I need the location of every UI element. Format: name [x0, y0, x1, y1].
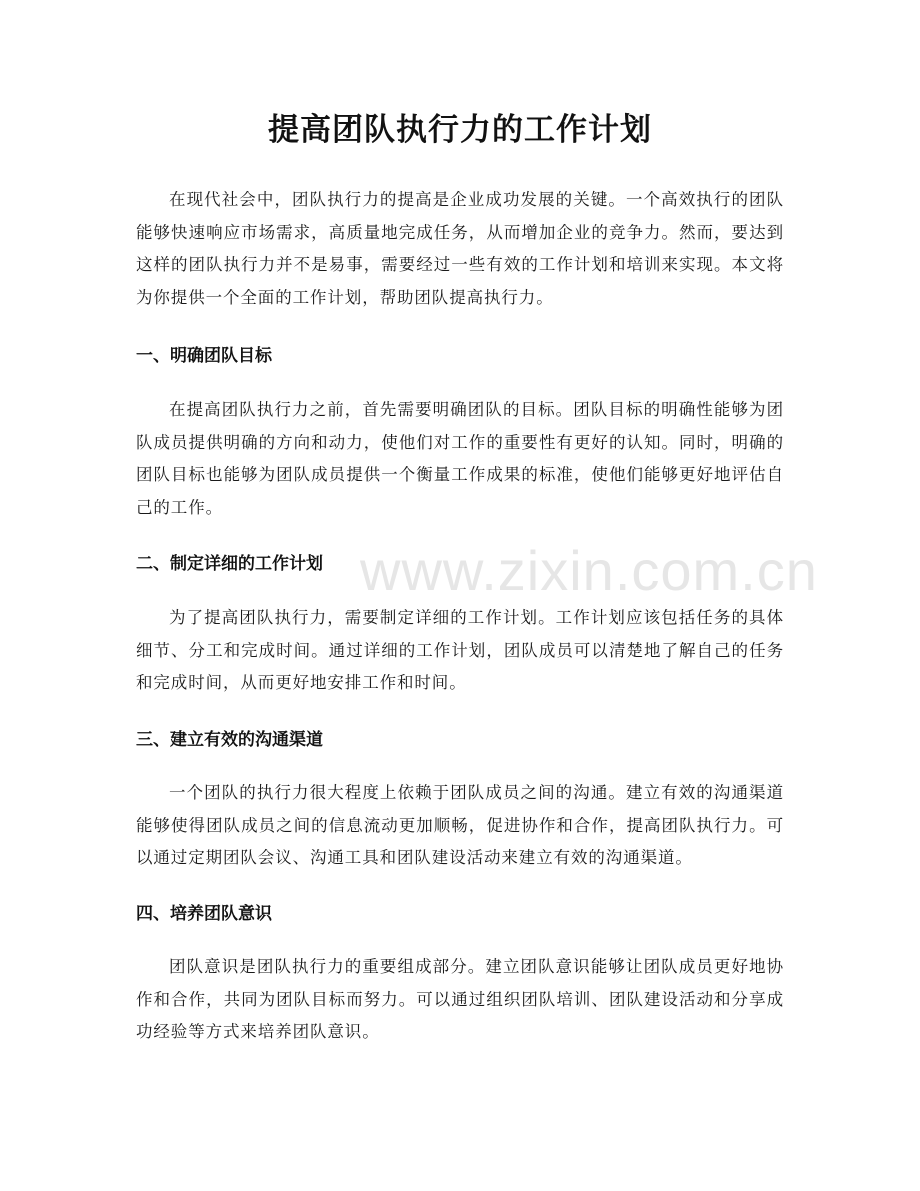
section-heading-3: 三、建立有效的沟通渠道: [136, 730, 323, 750]
section-body-3: 一个团队的执行力很大程度上依赖于团队成员之间的沟通。建立有效的沟通渠道能够使得团队成员之间的信息流动更加顺畅，促进协作和合作，提高团队执行力。可以通过定期团队会议、沟通工具和团队建设活动来建立有效的沟通渠道。: [136, 783, 784, 867]
document-title: 提高团队执行力的工作计划: [268, 112, 652, 148]
section-heading-1: 一、明确团队目标: [136, 346, 272, 366]
section-body-2: 为了提高团队执行力，需要制定详细的工作计划。工作计划应该包括任务的具体细节、分工和完成时间。通过详细的工作计划，团队成员可以清楚地了解自己的任务和完成时间，从而更好地安排工作和时间。: [136, 608, 784, 692]
section-body-4: 团队意识是团队执行力的重要组成部分。建立团队意识能够让团队成员更好地协作和合作，共同为团队目标而努力。可以通过组织团队培训、团队建设活动和分享成功经验等方式来培养团队意识。: [136, 957, 784, 1041]
watermark: www.zixin.com.cn: [360, 539, 818, 602]
section-heading-4: 四、培养团队意识: [136, 904, 272, 924]
section-body-1: 在提高团队执行力之前，首先需要明确团队的目标。团队目标的明确性能够为团队成员提供明确的方向和动力，使他们对工作的重要性有更好的认知。同时，明确的团队目标也能够为团队成员提供一个衡量工作成果的标准，使他们能够更好地评估自己的工作。: [136, 400, 784, 517]
section-heading-2: 二、制定详细的工作计划: [136, 554, 323, 574]
intro-paragraph: 在现代社会中，团队执行力的提高是企业成功发展的关键。一个高效执行的团队能够快速响应市场需求，高质量地完成任务，从而增加企业的竞争力。然而，要达到这样的团队执行力并不是易事，需要经过一些有效的工作计划和培训来实现。本文将为你提供一个全面的工作计划，帮助团队提高执行力。: [136, 190, 784, 307]
